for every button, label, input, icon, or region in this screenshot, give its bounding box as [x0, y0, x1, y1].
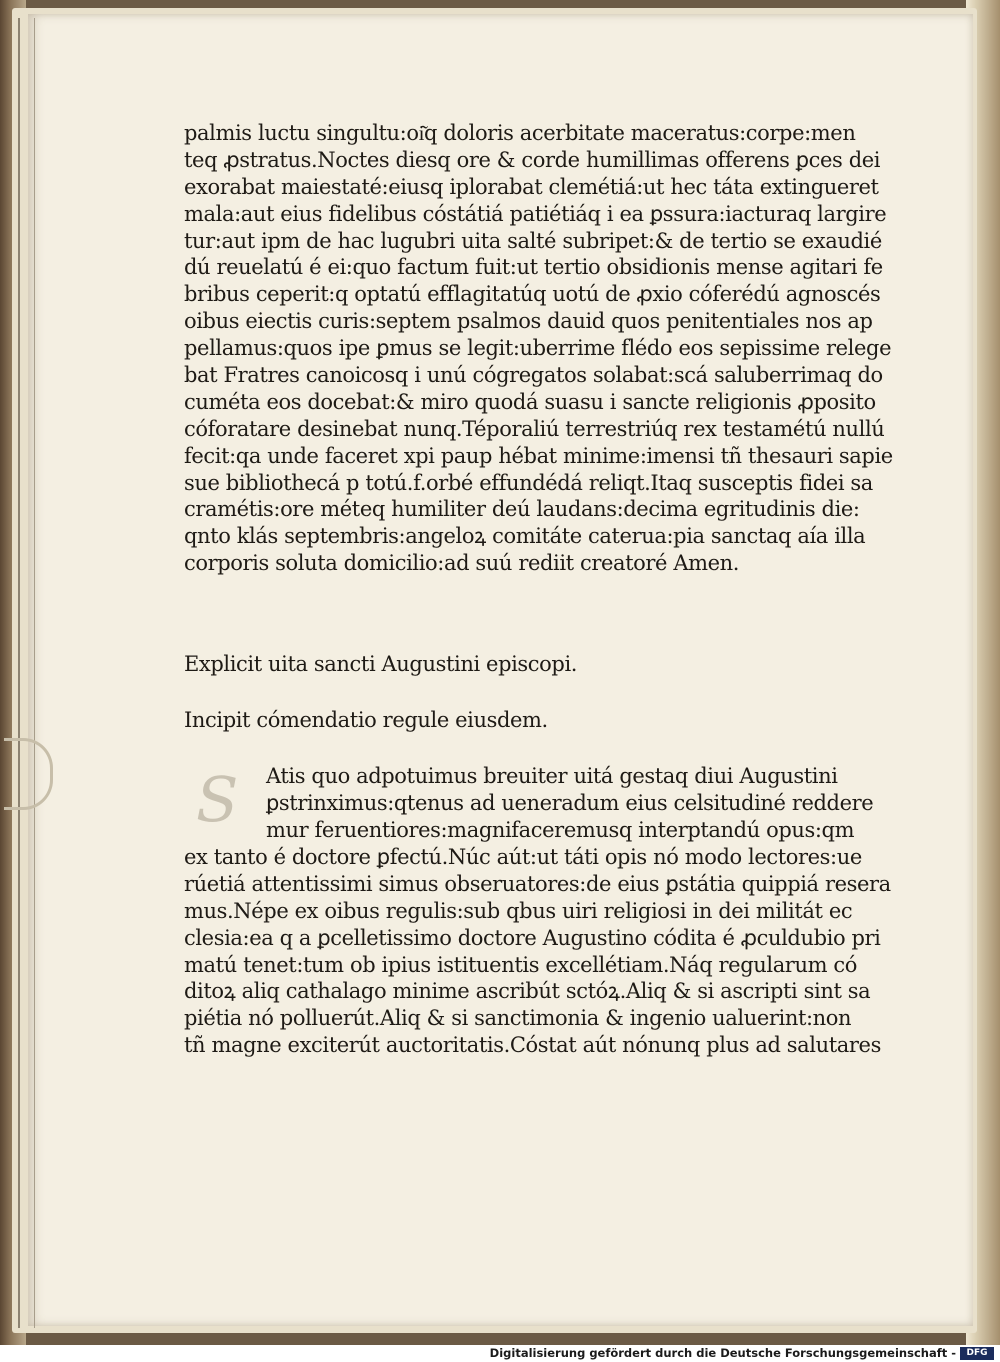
paragraph-commendatio-indented [266, 763, 874, 844]
text-line: bribus ceperit:q optatú efflagitatúq uotú de ꝓxio cóferédú agnoscés [184, 282, 881, 307]
incipit-heading: Incipit cómendatio regule eiusdem. [184, 708, 548, 732]
text-line: cramétis:ore méteq humiliter deú laudans:decima egritudinis die: [184, 497, 860, 522]
text-line: qnto klás septembris:angeloꝝ comitáte caterua:pia sanctaq aía illa [184, 524, 866, 549]
page-edge-lines [18, 18, 35, 1328]
text-line: teq ꝓstratus.Noctes diesq ore & corde humillimas offerens ꝑces dei [184, 147, 881, 172]
text-line: dú reuelatú é ei:quo factum fuit:ut tertio obsidionis mense agitari fe [184, 255, 883, 280]
text-line: piétia nó polluerút.Aliq & si sanctimonia & ingenio ualuerint:non [184, 1006, 852, 1031]
text-line: sue bibliothecá p totú.f.orbé effundédá reliqt.Itaq susceptis fidei sa [184, 470, 873, 495]
text-line: mus.Népe ex oibus regulis:sub qbus uiri religiosi in dei militát ec [184, 898, 853, 923]
text-line: cuméta eos docebat:& miro quodá suasu i sancte religionis ꝓposito [184, 389, 876, 414]
text-line: corporis soluta domicilio:ad suú rediit creatoré Amen. [184, 551, 740, 576]
text-line: tñ magne exciterút auctoritatis.Cóstat aút nónunq plus ad salutares [184, 1033, 881, 1058]
text-line: exorabat maiestaté:eiusq iplorabat clemétiá:ut hec táta extingueret [184, 174, 879, 199]
text-line: ditoꝝ aliq cathalago minime ascribút sctóꝝ.Aliq & si ascripti sint sa [184, 979, 871, 1004]
text-line: fecit:qa unde faceret xpi paup hébat minime:imensi tñ thesauri sapie [184, 443, 893, 468]
dfg-logo: DFG [960, 1347, 994, 1360]
text-line: clesia:ea q a ꝑcelletissimo doctore Augustino códita é ꝓculdubio pri [184, 925, 881, 950]
drop-cap-initial: S [196, 763, 239, 836]
text-line: mala:aut eius fidelibus cóstátiá patiétiáq i ea ꝑssura:iacturaq largire [184, 201, 887, 226]
text-line: pellamus:quos ipe ꝑmus se legit:uberrime flédo eos sepissime relege [184, 336, 892, 361]
paragraph-commendatio [184, 844, 891, 1059]
text-line: matú tenet:tum ob ipius istituentis excellétiam.Náq regularum có [184, 952, 857, 977]
text-line: mur feruentiores:magnifaceremusq interptandú opus:qm [266, 817, 855, 842]
paragraph-vita-ending [184, 120, 893, 577]
text-line: palmis luctu singultu:oi͂q doloris acerbitate maceratus:corpe:men [184, 121, 856, 145]
text-line: Atis quo adpotuimus breuiter uitá gestaq diui Augustini [266, 764, 838, 788]
text-line: rúetiá attentissimi simus obseruatores:de eius ꝑstátia quippiá resera [184, 871, 891, 896]
text-line: bat Fratres canoicosq i unú cógregatos solabat:scá saluberrimaq do [184, 363, 883, 388]
page-clip [4, 738, 53, 810]
text-line: ex tanto é doctore ꝑfectú.Núc aút:ut táti opis nó modo lectores:ue [184, 845, 862, 869]
text-line: cóforatare desinebat nunq.Téporaliú terrestriúq rex testamétú nullú [184, 416, 885, 441]
footer-bar [0, 1345, 1000, 1362]
footer-credit: Digitalisierung gefördert durch die Deutsche Forschungsgemeinschaft - [489, 1346, 956, 1360]
text-line: tur:aut ipm de hac lugubri uita salté subripet:& de tertio se exaudié [184, 228, 882, 253]
text-line: ꝑstrinximus:qtenus ad ueneradum eius celsitudiné reddere [266, 790, 874, 815]
explicit-heading: Explicit uita sancti Augustini episcopi. [184, 652, 578, 676]
text-line: oibus eiectis curis:septem psalmos dauid quos penitentiales nos ap [184, 309, 873, 334]
